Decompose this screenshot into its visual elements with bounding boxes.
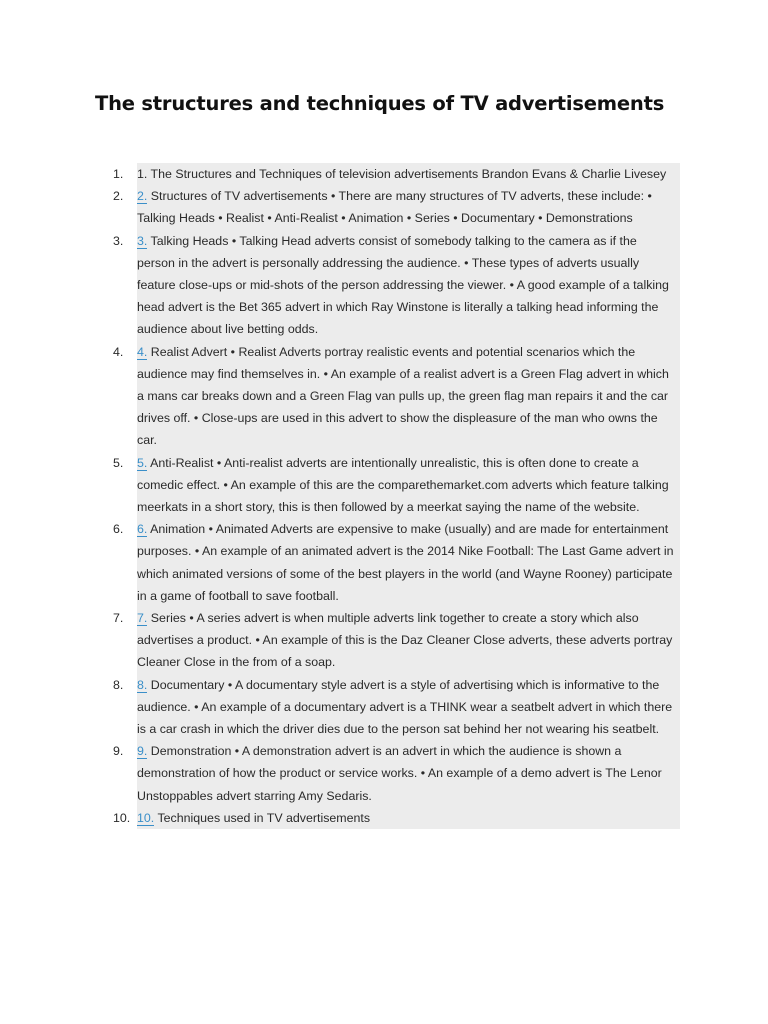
slide-text: Anti-Realist • Anti-realist adverts are intentionally unrealistic, this is often done to create a comedic effect. • An example of this are the comparethemarket.com adverts which feature talking meerkats in a short story, this is then followed by a meerkat saying the name of the website. — [137, 455, 669, 515]
list-item — [111, 230, 680, 341]
slide-text: 1. The Structures and Techniques of television advertisements Brandon Evans & Charlie Livesey — [137, 167, 667, 181]
slide-link[interactable]: 10. — [137, 810, 155, 825]
list-marker: 1. — [111, 163, 137, 185]
list-marker: 4. — [111, 341, 137, 452]
list-item — [111, 607, 680, 674]
slide-link[interactable]: 7. — [137, 611, 148, 626]
list-item — [111, 185, 680, 229]
slide-link[interactable]: 5. — [137, 455, 148, 470]
slide-text: Demonstration • A demonstration advert is an advert in which the audience is shown a demonstration of how the product or service works. • An example of a demo advert is The Lenor Unstoppables advert starring Amy Sedaris. — [137, 744, 662, 803]
page-title: The structures and techniques of TV advertisements — [95, 92, 665, 115]
list-item — [111, 341, 680, 452]
list-item — [111, 740, 680, 807]
slide-link[interactable]: 9. — [137, 744, 148, 759]
slide-text: Series • A series advert is when multiple adverts link together to create a story which also advertises a product. • An example of this is the Daz Cleaner Close adverts, these adverts portray Cleaner Close in the from of a soap. — [137, 611, 673, 670]
slide-text: Realist Advert • Realist Adverts portray realistic events and potential scenarios which the audience may find themselves in. • An example of a realist advert is a Green Flag advert in which a mans car breaks down and a Green Flag van pulls up, the green flag man repairs it and the car drives off. • Close-ups are used in this advert to show the displeasure of the man who owns the car. — [137, 344, 669, 448]
list-item — [111, 452, 680, 519]
slide-link[interactable]: 6. — [137, 522, 148, 537]
slide-text: Documentary • A documentary style advert is a style of advertising which is informative to the audience. • An example of a documentary advert is a THINK wear a seatbelt advert in which there is a car crash in which the driver dies due to the person sat behind her not wearing his seatbelt. — [137, 677, 673, 737]
slide-list — [111, 163, 680, 829]
list-marker: 2. — [111, 185, 137, 229]
slide-text: Techniques used in TV advertisements — [154, 810, 371, 825]
list-marker: 9. — [111, 740, 137, 807]
list-marker: 7. — [111, 607, 137, 674]
slide-link[interactable]: 8. — [137, 677, 148, 692]
list-marker: 10. — [111, 807, 137, 829]
list-marker: 6. — [111, 518, 137, 607]
slide-link[interactable]: 4. — [137, 344, 148, 359]
list-marker: 8. — [111, 674, 137, 741]
list-item — [111, 674, 680, 741]
slide-text: Structures of TV advertisements • There are many structures of TV adverts, these include: • Talking Heads • Realist • Anti-Realist • Animation • Series • Documentary • Demonstrations — [137, 189, 652, 226]
list-item — [111, 518, 680, 607]
slide-text: Talking Heads • Talking Head adverts consist of somebody talking to the camera as if the person in the advert is personally addressing the audience. • These types of adverts usually feature close-ups or mid-shots of the person addressing the viewer. • A good example of a talking head advert is the Bet 365 advert in which Ray Winstone is literally a talking head informing the audience about live betting odds. — [137, 233, 669, 337]
list-item — [111, 807, 680, 829]
slide-link[interactable]: 3. — [137, 233, 148, 248]
list-marker: 3. — [111, 230, 137, 341]
list-item — [111, 163, 680, 185]
slide-link[interactable]: 2. — [137, 189, 148, 204]
list-marker: 5. — [111, 452, 137, 519]
slide-transcript — [111, 163, 680, 895]
slide-text: Animation • Animated Adverts are expensive to make (usually) and are made for entertainment purposes. • An example of an animated advert is the 2014 Nike Football: The Last Game advert in which animated versions of some of the best players in the world (and Wayne Rooney) participate in a game of football to save football. — [137, 522, 674, 603]
